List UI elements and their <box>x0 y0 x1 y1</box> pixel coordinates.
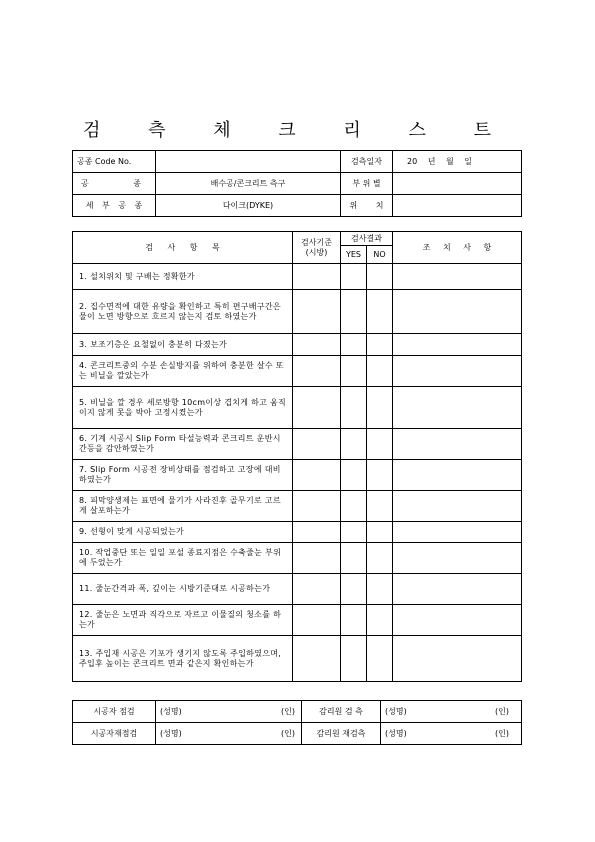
yes-cell[interactable] <box>341 460 367 491</box>
checklist-row <box>73 356 522 387</box>
col-item-header: 검 사 항 목 <box>73 232 293 264</box>
action-cell[interactable] <box>393 460 522 491</box>
no-cell[interactable] <box>367 522 393 543</box>
standard-cell[interactable] <box>293 574 341 605</box>
no-cell[interactable] <box>367 574 393 605</box>
checklist-item-text: 10. 작업중단 또는 일일 포설 종료지점은 수축줄눈 부위에 두었는가 <box>73 543 293 574</box>
location-label: 위 치 <box>341 195 393 217</box>
work-type-label: 공 종 <box>73 173 156 195</box>
contractor-re-sign-field[interactable]: (성명) <box>156 723 220 745</box>
checklist-row <box>73 491 522 522</box>
checklist-item-text: 12. 줄눈은 노면과 직각으로 자르고 이물질의 청소를 하는가 <box>73 605 293 636</box>
yes-cell[interactable] <box>341 491 367 522</box>
checklist-row <box>73 387 522 429</box>
yes-cell[interactable] <box>341 290 367 334</box>
yes-cell[interactable] <box>341 522 367 543</box>
work-type-field[interactable]: 배수공/콘크리트 측구 <box>156 173 341 195</box>
no-cell[interactable] <box>367 605 393 636</box>
action-cell[interactable] <box>393 636 522 682</box>
no-cell[interactable] <box>367 429 393 460</box>
col-standard-header: 검사기준 (시방) <box>293 232 341 264</box>
checklist-row <box>73 574 522 605</box>
yes-cell[interactable] <box>341 264 367 290</box>
standard-cell[interactable] <box>293 636 341 682</box>
supervisor-label: 감리원 검 측 <box>302 701 381 723</box>
standard-cell[interactable] <box>293 522 341 543</box>
supervisor-seal: (인) <box>451 701 522 723</box>
checklist-row <box>73 543 522 574</box>
standard-cell[interactable] <box>293 460 341 491</box>
checklist-item-text: 7. Slip Form 시공전 장비상태를 점검하고 고장에 대비하였는가 <box>73 460 293 491</box>
checklist-row <box>73 264 522 290</box>
col-action-header: 조 치 사 항 <box>393 232 522 264</box>
section-field[interactable] <box>393 173 522 195</box>
no-cell[interactable] <box>367 387 393 429</box>
standard-cell[interactable] <box>293 334 341 356</box>
supervisor-sign-field[interactable]: (성명) <box>381 701 451 723</box>
standard-cell[interactable] <box>293 356 341 387</box>
col-no-header: NO <box>367 246 393 264</box>
signature-table <box>72 700 522 745</box>
yes-cell[interactable] <box>341 334 367 356</box>
checklist-item-text: 4. 콘크리트중의 수분 손실방지를 위하여 충분한 살수 또는 비닐을 깔았는가 <box>73 356 293 387</box>
no-cell[interactable] <box>367 356 393 387</box>
action-cell[interactable] <box>393 543 522 574</box>
standard-cell[interactable] <box>293 264 341 290</box>
yes-cell[interactable] <box>341 429 367 460</box>
checklist-item-text: 1. 설치위치 및 구배는 정확한가 <box>73 264 293 290</box>
work-code-field[interactable] <box>156 151 341 173</box>
supervisor-re-seal: (인) <box>451 723 522 745</box>
checklist-item-text: 5. 비닐을 깔 경우 세로방향 10cm이상 겹치게 하고 움직이지 않게 못을 박아 고정시켰는가 <box>73 387 293 429</box>
location-field[interactable] <box>393 195 522 217</box>
info-table <box>72 150 522 217</box>
yes-cell[interactable] <box>341 543 367 574</box>
inspect-date-field[interactable]: 20 년 월 일 <box>393 151 522 173</box>
standard-cell[interactable] <box>293 429 341 460</box>
no-cell[interactable] <box>367 543 393 574</box>
checklist-row <box>73 460 522 491</box>
contractor-sign-field[interactable]: (성명) <box>156 701 220 723</box>
action-cell[interactable] <box>393 290 522 334</box>
inspect-date-label: 검측일자 <box>341 151 393 173</box>
no-cell[interactable] <box>367 290 393 334</box>
action-cell[interactable] <box>393 387 522 429</box>
supervisor-re-label: 감리원 재검측 <box>302 723 381 745</box>
yes-cell[interactable] <box>341 387 367 429</box>
yes-cell[interactable] <box>341 605 367 636</box>
standard-cell[interactable] <box>293 387 341 429</box>
checklist-row <box>73 290 522 334</box>
action-cell[interactable] <box>393 429 522 460</box>
checklist-item-text: 13. 주입재 시공은 기포가 생기지 않도록 주입하였으며, 주입후 높이는 콘크리트 면과 같은지 확인하는가 <box>73 636 293 682</box>
no-cell[interactable] <box>367 334 393 356</box>
yes-cell[interactable] <box>341 574 367 605</box>
checklist-row <box>73 636 522 682</box>
section-label: 부 위 별 <box>341 173 393 195</box>
standard-cell[interactable] <box>293 543 341 574</box>
standard-cell[interactable] <box>293 491 341 522</box>
checklist-row <box>73 605 522 636</box>
action-cell[interactable] <box>393 491 522 522</box>
supervisor-re-sign-field[interactable]: (성명) <box>381 723 451 745</box>
yes-cell[interactable] <box>341 356 367 387</box>
checklist-row <box>73 522 522 543</box>
action-cell[interactable] <box>393 522 522 543</box>
no-cell[interactable] <box>367 460 393 491</box>
checklist-item-text: 3. 보조기층은 요철없이 충분히 다졌는가 <box>73 334 293 356</box>
contractor-re-label: 시공자재점검 <box>73 723 156 745</box>
contractor-re-seal: (인) <box>220 723 302 745</box>
no-cell[interactable] <box>367 636 393 682</box>
work-code-label: 공종 Code No. <box>73 151 156 173</box>
sub-work-field[interactable]: 다이크(DYKE) <box>156 195 341 217</box>
col-yes-header: YES <box>341 246 367 264</box>
action-cell[interactable] <box>393 605 522 636</box>
checklist-row <box>73 334 522 356</box>
no-cell[interactable] <box>367 491 393 522</box>
checklist-item-text: 6. 기계 시공시 Slip Form 타설능력과 콘크리트 운반시간등을 감안하였는가 <box>73 429 293 460</box>
contractor-label: 시공자 점검 <box>73 701 156 723</box>
standard-cell[interactable] <box>293 290 341 334</box>
action-cell[interactable] <box>393 574 522 605</box>
checklist-item-text: 9. 선형이 맞게 시공되었는가 <box>73 522 293 543</box>
yes-cell[interactable] <box>341 636 367 682</box>
action-cell[interactable] <box>393 356 522 387</box>
sub-work-label: 세 부 공 종 <box>73 195 156 217</box>
checklist-item-text: 2. 집수면적에 대한 유량을 확인하고 특히 편구배구간은 물이 노면 방향으로 흐르지 않는지 검토 하였는가 <box>73 290 293 334</box>
action-cell[interactable] <box>393 264 522 290</box>
checklist-item-text: 11. 줄눈간격과 폭, 깊이는 시방기준대로 시공하는가 <box>73 574 293 605</box>
col-result-header: 검사결과 <box>341 232 393 246</box>
checklist-row <box>73 429 522 460</box>
page-title: 검 측 체 크 리 스 트 <box>82 120 513 141</box>
action-cell[interactable] <box>393 334 522 356</box>
standard-cell[interactable] <box>293 605 341 636</box>
contractor-seal: (인) <box>220 701 302 723</box>
checklist-table <box>72 231 522 682</box>
no-cell[interactable] <box>367 264 393 290</box>
checklist-item-text: 8. 피막양생제는 표면에 물기가 사라진후 골무기로 고르게 살포하는가 <box>73 491 293 522</box>
